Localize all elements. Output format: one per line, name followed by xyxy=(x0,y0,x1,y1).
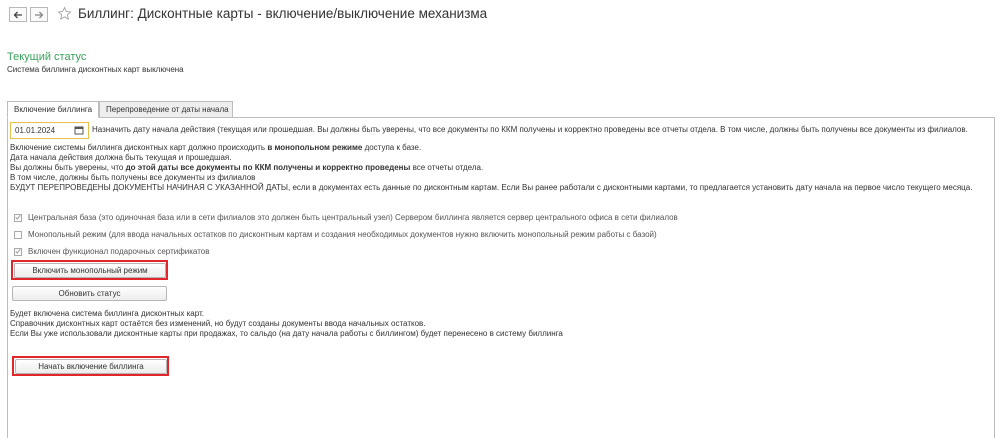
status-text: Система биллинга дисконтных карт выключена xyxy=(7,65,184,74)
checkmark-icon xyxy=(15,248,21,255)
result-line-1: Будет включена система биллинга дисконтных карт. xyxy=(10,309,204,318)
result-line-3: Если Вы уже использовали дисконтные карты при продажах, то сальдо (на дату начала работы с биллингом) будет перенесено в систему биллинга xyxy=(10,329,563,338)
gift-certificates-label: Включен функционал подарочных сертификатов xyxy=(28,247,210,256)
info-bold: в монопольном режиме xyxy=(267,143,363,152)
calendar-icon xyxy=(74,125,84,135)
info-line-3 xyxy=(10,163,483,173)
result-line-2: Справочник дисконтных карт остаётся без изменений, но будут созданы документы ввода начальных остатков. xyxy=(10,319,426,328)
start-date-field[interactable] xyxy=(10,122,89,139)
checkmark-icon xyxy=(15,214,21,221)
favorite-star-button[interactable] xyxy=(57,6,72,23)
info-line-4: В том числе, должны быть получены все документы из филиалов xyxy=(10,173,256,182)
gift-certificates-checkbox[interactable] xyxy=(14,248,22,256)
enable-exclusive-mode-button[interactable]: Включить монопольный режим xyxy=(14,263,166,278)
refresh-status-button[interactable]: Обновить статус xyxy=(12,286,167,301)
central-base-label: Центральная база (это одиночная база или в сети филиалов это должен быть центральный узел) Сервером биллинга является сервер центрального офиса в сети филиалов xyxy=(28,213,678,222)
info-line-5: БУДУТ ПЕРЕПРОВЕДЕНЫ ДОКУМЕНТЫ НАЧИНАЯ С УКАЗАННОЙ ДАТЫ, если в документах есть данные по дисконтным картам. Если Вы ранее работали с дисконтными картами, то предлагается установить дату начала на первое число текущего месяца. xyxy=(10,183,973,192)
highlight-frame xyxy=(12,356,169,376)
tab-repost-label: Перепроведение от даты начала xyxy=(106,105,229,114)
info-text: доступа к базе. xyxy=(362,143,422,152)
exclusive-mode-label: Монопольный режим (для ввода начальных остатков по дисконтным картам и создания необходимых документов нужно включить монопольный режим работы с базой) xyxy=(28,230,657,239)
info-text: Вы должны быть уверены, что xyxy=(10,163,126,172)
central-base-checkbox-row[interactable] xyxy=(14,213,678,222)
info-line-1 xyxy=(10,143,421,153)
date-hint: Назначить дату начала действия (текущая или прошедшая. Вы должны быть уверены, что все документы по ККМ получены и корректно проведены все отчеты отдела. В том числе, должны быть получены все документы из филиалов. xyxy=(92,125,968,134)
forward-button[interactable] xyxy=(30,7,48,22)
calendar-button[interactable] xyxy=(74,125,85,136)
tab-enable-billing[interactable] xyxy=(7,101,99,118)
arrow-left-icon xyxy=(13,11,23,19)
info-line-2: Дата начала действия должна быть текущая и прошедшая. xyxy=(10,153,232,162)
gift-certificates-checkbox-row[interactable] xyxy=(14,247,209,256)
info-text: Включение системы биллинга дисконтных карт должно происходить xyxy=(10,143,268,152)
info-bold: до этой даты все документы по ККМ получены и корректно проведены xyxy=(125,163,411,172)
start-date-value: 01.01.2024 xyxy=(15,126,56,135)
star-icon xyxy=(57,6,72,21)
status-title: Текущий статус xyxy=(7,51,87,63)
window-title: Биллинг: Дисконтные карты - включение/выключение механизма xyxy=(78,6,488,21)
exclusive-mode-checkbox[interactable] xyxy=(14,231,22,239)
highlight-frame xyxy=(11,260,168,280)
start-billing-button[interactable]: Начать включение биллинга xyxy=(15,359,167,374)
arrow-right-icon xyxy=(34,11,44,19)
tab-enable-billing-label: Включение биллинга xyxy=(14,105,93,114)
info-text: все отчеты отдела. xyxy=(410,163,484,172)
back-button[interactable] xyxy=(9,7,27,22)
central-base-checkbox[interactable] xyxy=(14,214,22,222)
exclusive-mode-checkbox-row[interactable] xyxy=(14,230,657,239)
tab-repost-from-start-date[interactable] xyxy=(99,101,233,118)
